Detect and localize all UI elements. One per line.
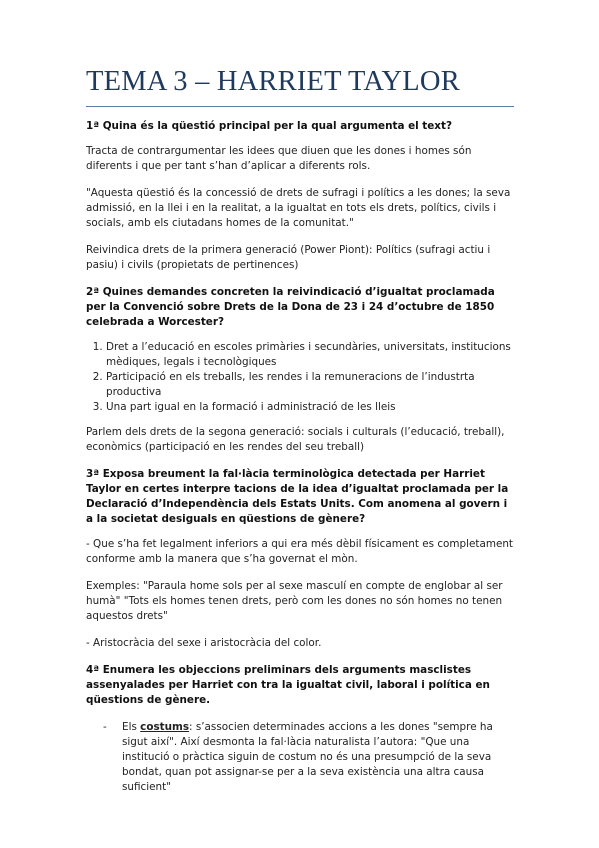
- list-item: 3. Una part igual en la formació i administració de les lleis: [106, 400, 516, 415]
- list-item: 1. Dret a l’educació en escoles primàries i secundàries, universitats, institucions mèdiques, legals i tecnològiques: [106, 340, 516, 370]
- question-4-heading: 4ª Enumera les objeccions preliminars dels arguments masclistes assenyalades per Harriet con tra la igualtat civil, laboral i política en qüestions de gènere.: [86, 664, 490, 706]
- bullet-text: : s’associen determinades accions a les dones "sempre ha sigut així". Així desmonta la fal·làcia naturalista l’autora: "Que una institució o pràctica siguin de costum no és una presumpció de la seva bondat, quan pot assignar-se per a la seva existència una altra causa suficient": [122, 721, 493, 793]
- question-2-paragraph: Parlem dels drets de la segona generació: socials i culturals (l’educació, treball), econòmics (participació en les rendes del seu treball): [86, 426, 505, 453]
- list-item: 2. Participació en els treballs, les rendes i la remuneracions de l’industrta productiva: [106, 370, 516, 400]
- question-2-heading: 2ª Quines demandes concreten la reivindicació d’igualtat proclamada per la Convenció sobre Drets de la Dona de 23 i 24 d’octubre de 1850 celebrada a Worcester?: [86, 286, 495, 328]
- question-1-heading: 1ª Quina és la qüestió principal per la qual argumenta el text?: [86, 120, 453, 132]
- question-4-objections-list: [86, 720, 516, 795]
- list-item: [103, 720, 516, 795]
- bullet-prefix: Els: [122, 721, 141, 733]
- title-underline: [86, 106, 514, 107]
- question-3-heading: 3ª Exposa breument la fal·làcia terminològica detectada per Harriet Taylor en certes interpre tacions de la idea d’igualtat proclamada per la Declaració d’Independència dels Estats Units. Com anomena al govern i a la societat desiguals en qüestions de gènere?: [86, 468, 509, 525]
- bullet-keyword: costums: [140, 721, 190, 733]
- question-2-demands-list: [86, 340, 516, 415]
- question-3-examples: Exemples: "Paraula home sols per al sexe masculí en compte de englobar al ser humà" "Tots els homes tenen drets, però com les dones no són homes no tenen aquestos drets": [86, 580, 503, 622]
- page-title: TEMA 3 – HARRIET TAYLOR: [86, 66, 460, 97]
- question-1-paragraph-3: Reivindica drets de la primera generació (Power Piont): Polítics (sufragi actiu i pasiu) i civils (propietats de pertinences): [86, 244, 491, 271]
- question-3-paragraph-1: - Que s’ha fet legalment inferiors a qui era més dèbil físicament es completament conforme amb la manera que s’ha governat el mòn.: [86, 538, 514, 565]
- question-1-paragraph-1: Tracta de contrargumentar les idees que diuen que les dones i homes són diferents i que per tant s’han d’aplicar a diferents rols.: [86, 145, 472, 172]
- dash-bullet: -: [103, 721, 107, 733]
- document-body: [86, 119, 516, 795]
- question-1-quote: "Aquesta qüestió és la concessió de drets de sufragi i polítics a les dones; la seva admissió, en la llei i en la realitat, a la igualtat en tots els drets, polítics, civils i socials, amb els ciutadans homes de la comunitat.": [86, 187, 511, 229]
- question-3-paragraph-3: - Aristocràcia del sexe i aristocràcia del color.: [86, 637, 322, 649]
